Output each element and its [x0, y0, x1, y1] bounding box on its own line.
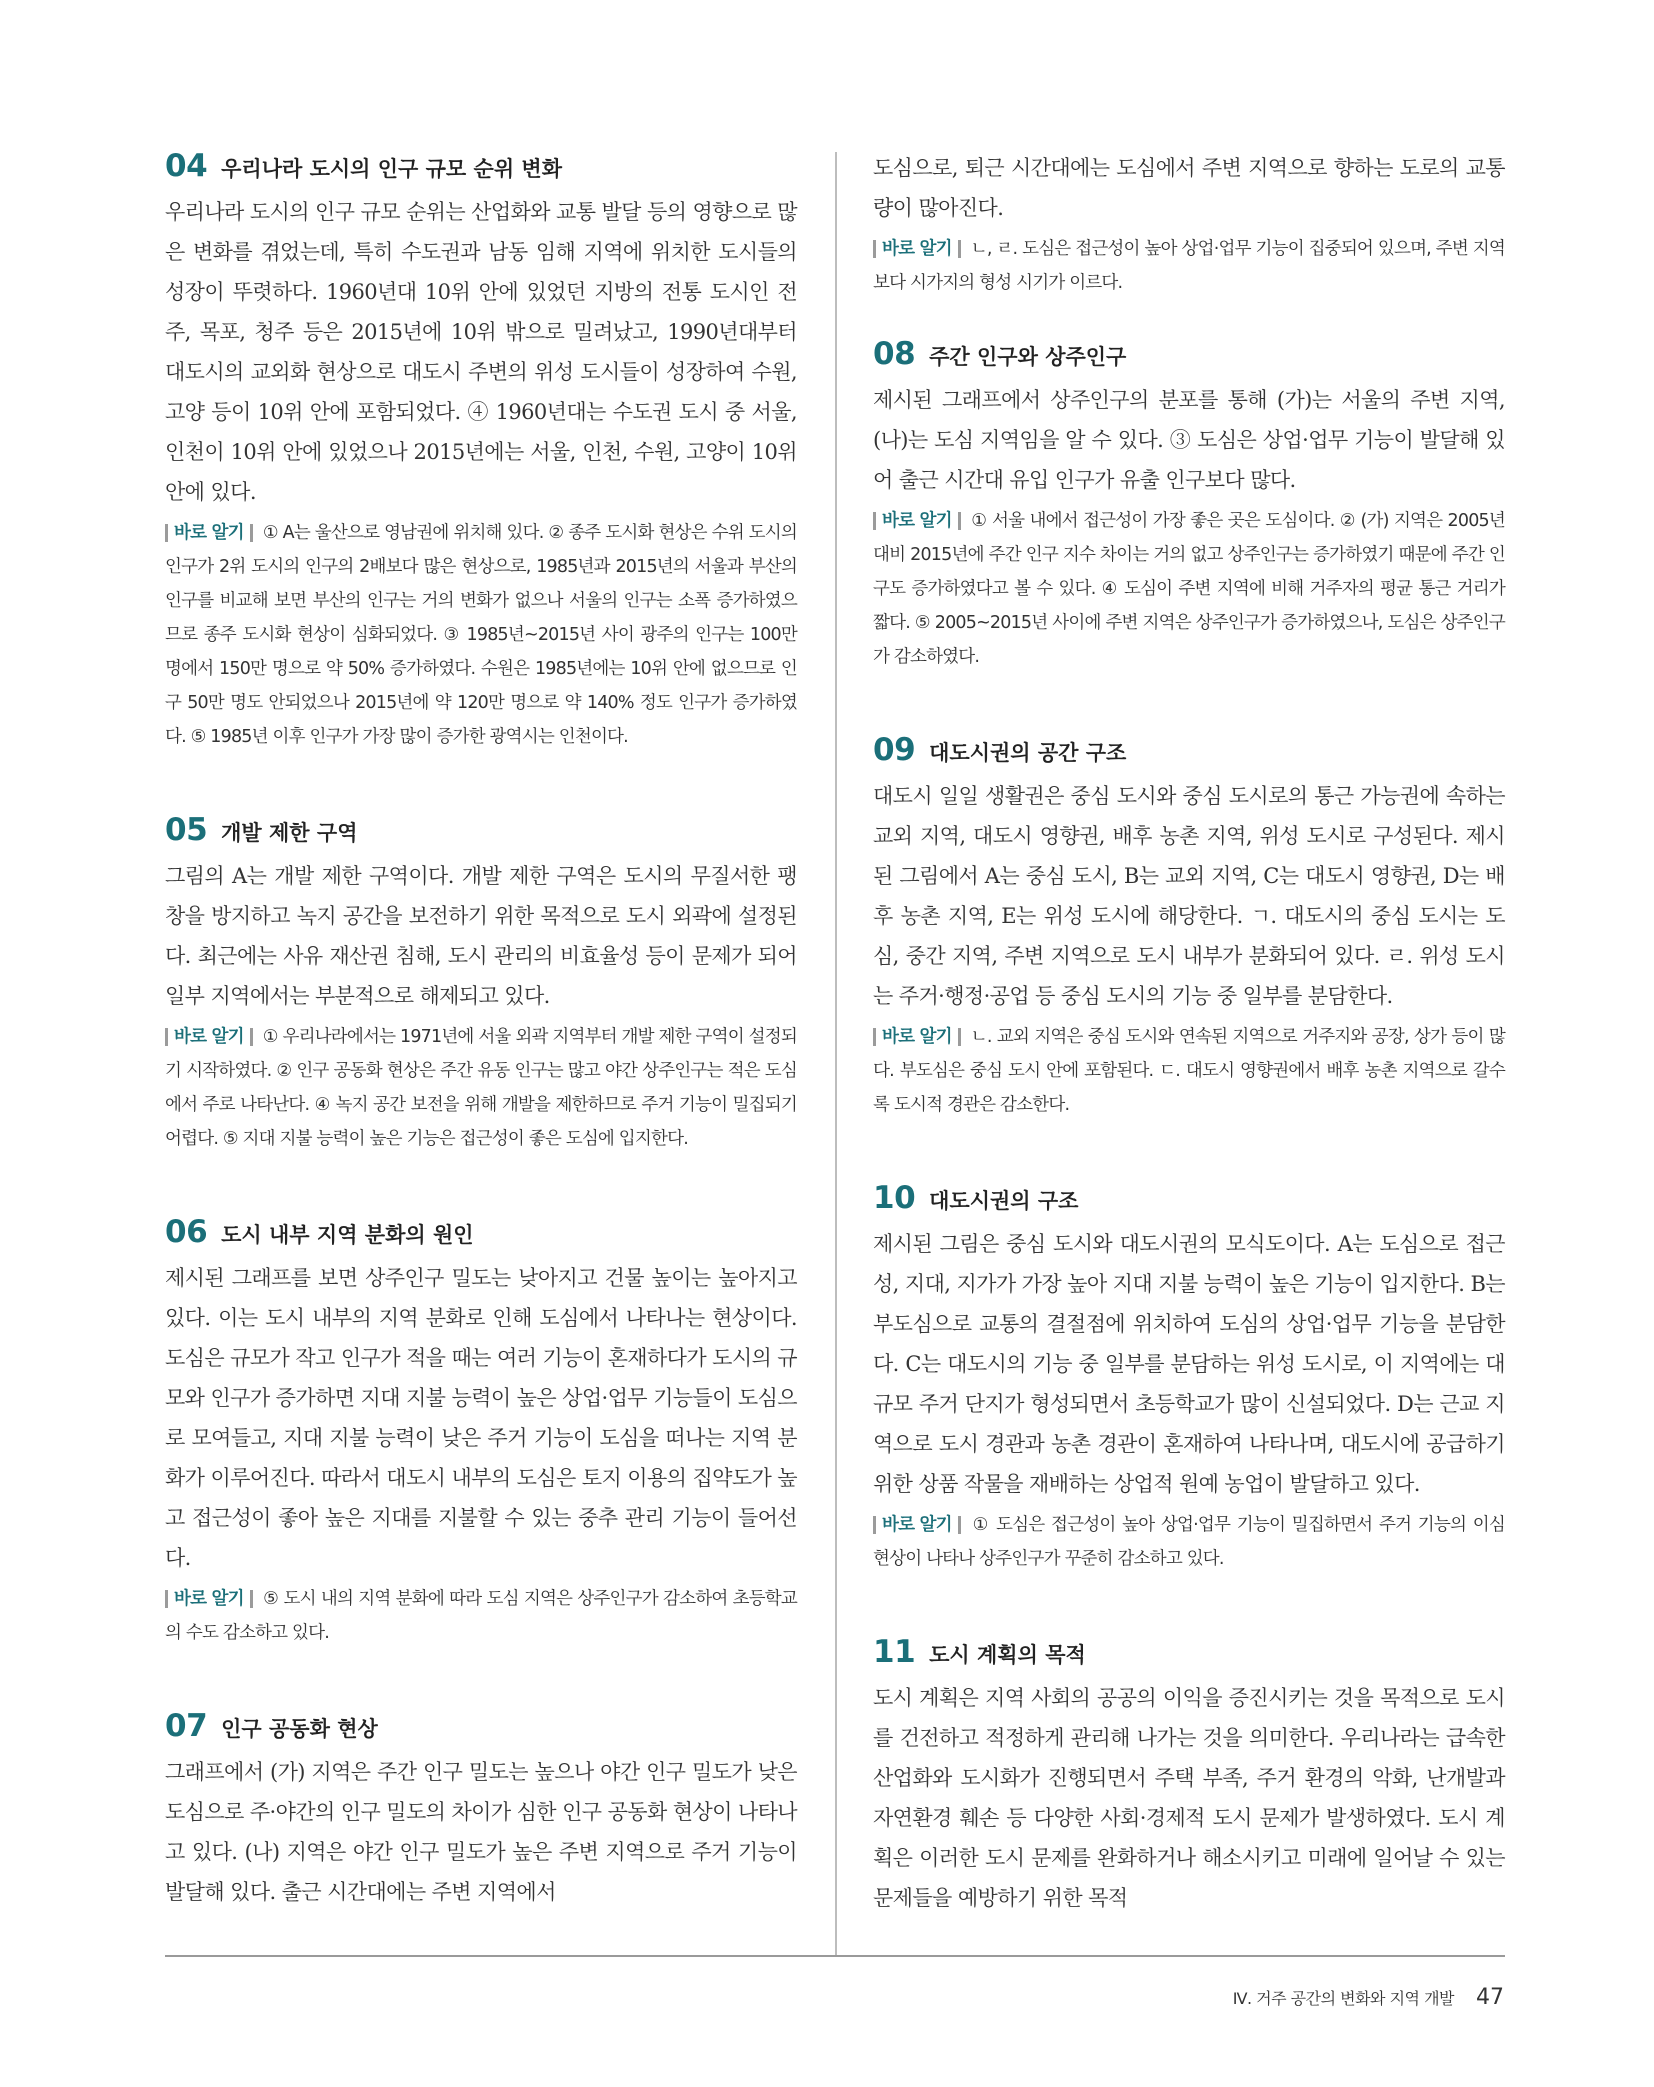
section-body: 우리나라 도시의 인구 규모 순위는 산업화와 교통 발달 등의 영향으로 많은 변화를 겪었는데, 특히 수도권과 남동 임해 지역에 위치한 도시들의 성장이 뚜렷하다. 1960년대 10위 안에 있었던 지방의 전통 도시인 전주, 목포, 청주 등은 2015년에 10위 밖으로 밀려났고, 1990년대부터 대도시의 교외화 현상으로 대도시 주변의 위성 도시들이 성장하여 수원, 고양 등이 10위 안에 포함되었다. ④ 1960년대는 수도권 도시 중 서울, 인천이 10위 안에 있었으나 2015년에는 서울, 인천, 수원, 고양이 10위 안에 있다.: [165, 200, 797, 504]
note-label: 바로 알기: [873, 1516, 961, 1534]
chapter-title: Ⅳ. 거주 공간의 변화와 지역 개발: [1232, 1989, 1454, 2008]
section-number: 08: [873, 336, 916, 372]
column-divider: [835, 152, 837, 1955]
section-title: 인구 공동화 현상: [221, 1717, 378, 1741]
section-number: 10: [873, 1180, 916, 1216]
section-body: 그림의 A는 개발 제한 구역이다. 개발 제한 구역은 도시의 무질서한 팽창을 방지하고 녹지 공간을 보전하기 위한 목적으로 도시 외곽에 설정된다. 최근에는 사유 재산권 침해, 도시 관리의 비효율성 등이 문제가 되어 일부 지역에서는 부분적으로 해제되고 있다.: [165, 864, 797, 1008]
section-05: [165, 812, 797, 1156]
section-title: 주간 인구와 상주인구: [929, 345, 1127, 369]
section-11: [873, 1634, 1505, 1918]
section-04: [165, 148, 797, 754]
note-text: ㄴ. 교외 지역은 중심 도시와 연속된 지역으로 거주지와 공장, 상가 등이 많다. 부도심은 중심 도시 안에 포함된다. ㄷ. 대도시 영향권에서 배후 농촌 지역으로 갈수록 도시적 경관은 감소한다.: [873, 1027, 1505, 1115]
note-label: 바로 알기: [873, 1028, 961, 1046]
section-07: [165, 1708, 797, 1912]
answer-note: [165, 516, 797, 754]
left-column: [165, 148, 797, 1970]
section-heading: [873, 1180, 1505, 1216]
answer-note: [165, 1582, 797, 1650]
section-body: 도심으로, 퇴근 시간대에는 도심에서 주변 지역으로 향하는 도로의 교통량이 많아진다.: [873, 156, 1505, 220]
section-title: 우리나라 도시의 인구 규모 순위 변화: [221, 157, 562, 181]
answer-note: [873, 504, 1505, 674]
section-10: [873, 1180, 1505, 1576]
note-text: ① 도심은 접근성이 높아 상업·업무 기능이 밀집하면서 주거 기능의 이심 현상이 나타나 상주인구가 꾸준히 감소하고 있다.: [873, 1515, 1505, 1569]
note-text: ① 서울 내에서 접근성이 가장 좋은 곳은 도심이다. ② (가) 지역은 2005년 대비 2015년에 주간 인구 지수 차이는 거의 없고 상주인구는 증가하였기 때문에 주간 인구도 증가하였다고 볼 수 있다. ④ 도심이 주변 지역에 비해 거주자의 평균 통근 거리가 짧다. ⑤ 2005~2015년 사이에 주변 지역은 상주인구가 증가하였으나, 도심은 상주인구가 감소하였다.: [873, 511, 1505, 667]
section-06: [165, 1214, 797, 1650]
section-heading: [165, 1214, 797, 1250]
section-08: [873, 336, 1505, 674]
page-number: 47: [1476, 1985, 1504, 2010]
note-text: ㄴ, ㄹ. 도심은 접근성이 높아 상업·업무 기능이 집중되어 있으며, 주변 지역보다 시가지의 형성 시기가 이르다.: [873, 239, 1505, 293]
right-column: [873, 148, 1505, 1976]
answer-note: [873, 232, 1505, 300]
page-footer: [1233, 1985, 1504, 2010]
section-title: 개발 제한 구역: [221, 821, 358, 845]
section-number: 09: [873, 732, 916, 768]
note-label: 바로 알기: [165, 1590, 253, 1608]
section-number: 07: [165, 1708, 208, 1744]
section-heading: [873, 336, 1505, 372]
section-body: 제시된 그래프를 보면 상주인구 밀도는 낮아지고 건물 높이는 높아지고 있다. 이는 도시 내부의 지역 분화로 인해 도심에서 나타나는 현상이다. 도심은 규모가 작고 인구가 적을 때는 여러 기능이 혼재하다가 도시의 규모와 인구가 증가하면 지대 지불 능력이 높은 상업·업무 기능들이 도심으로 모여들고, 지대 지불 능력이 낮은 주거 기능이 도심을 떠나는 지역 분화가 이루어진다. 따라서 대도시 내부의 도심은 토지 이용의 집약도가 높고 접근성이 좋아 높은 지대를 지불할 수 있는 중추 관리 기능이 들어선다.: [165, 1266, 797, 1570]
section-heading: [873, 1634, 1505, 1670]
answer-note: [873, 1020, 1505, 1122]
section-body: 도시 계획은 지역 사회의 공공의 이익을 증진시키는 것을 목적으로 도시를 건전하고 적정하게 관리해 나가는 것을 의미한다. 우리나라는 급속한 산업화와 도시화가 진행되면서 주택 부족, 주거 환경의 악화, 난개발과 자연환경 훼손 등 다양한 사회·경제적 도시 문제가 발생하였다. 도시 계획은 이러한 도시 문제를 완화하거나 해소시키고 미래에 일어날 수 있는 문제들을 예방하기 위한 목적: [873, 1686, 1505, 1910]
note-text: ⑤ 도시 내의 지역 분화에 따라 도심 지역은 상주인구가 감소하여 초등학교의 수도 감소하고 있다.: [165, 1589, 797, 1643]
section-body: 제시된 그래프에서 상주인구의 분포를 통해 (가)는 서울의 주변 지역, (나)는 도심 지역임을 알 수 있다. ③ 도심은 상업·업무 기능이 발달해 있어 출근 시간대 유입 인구가 유출 인구보다 많다.: [873, 388, 1505, 492]
section-number: 05: [165, 812, 208, 848]
footer-rule: [165, 1955, 1505, 1957]
section-title: 대도시권의 공간 구조: [929, 741, 1127, 765]
section-title: 도시 계획의 목적: [929, 1643, 1086, 1667]
section-body: 대도시 일일 생활권은 중심 도시와 중심 도시로의 통근 가능권에 속하는 교외 지역, 대도시 영향권, 배후 농촌 지역, 위성 도시로 구성된다. 제시된 그림에서 A는 중심 도시, B는 교외 지역, C는 대도시 영향권, D는 배후 농촌 지역, E는 위성 도시에 해당한다. ㄱ. 대도시의 중심 도시는 도심, 중간 지역, 주변 지역으로 도시 내부가 분화되어 있다. ㄹ. 위성 도시는 주거·행정·공업 등 중심 도시의 기능 중 일부를 분담한다.: [873, 784, 1505, 1008]
section-heading: [165, 148, 797, 184]
answer-note: [165, 1020, 797, 1156]
note-label: 바로 알기: [165, 1028, 253, 1046]
answer-note: [873, 1508, 1505, 1576]
section-body: 제시된 그림은 중심 도시와 대도시권의 모식도이다. A는 도심으로 접근성, 지대, 지가가 가장 높아 지대 지불 능력이 높은 기능이 입지한다. B는 부도심으로 교통의 결절점에 위치하여 도심의 상업·업무 기능을 분담한다. C는 대도시의 기능 중 일부를 분담하는 위성 도시로, 이 지역에는 대규모 주거 단지가 형성되면서 초등학교가 많이 신설되었다. D는 근교 지역으로 도시 경관과 농촌 경관이 혼재하여 나타나며, 대도시에 공급하기 위한 상품 작물을 재배하는 상업적 원예 농업이 발달하고 있다.: [873, 1232, 1505, 1496]
note-label: 바로 알기: [165, 524, 253, 542]
section-title: 대도시권의 구조: [929, 1189, 1079, 1213]
section-body: 그래프에서 (가) 지역은 주간 인구 밀도는 높으나 야간 인구 밀도가 낮은 도심으로 주·야간의 인구 밀도의 차이가 심한 인구 공동화 현상이 나타나고 있다. (나) 지역은 야간 인구 밀도가 높은 주변 지역으로 주거 기능이 발달해 있다. 출근 시간대에는 주변 지역에서: [165, 1760, 797, 1904]
note-text: ① 우리나라에서는 1971년에 서울 외곽 지역부터 개발 제한 구역이 설정되기 시작하였다. ② 인구 공동화 현상은 주간 유동 인구는 많고 야간 상주인구는 적은 도심에서 주로 나타난다. ④ 녹지 공간 보전을 위해 개발을 제한하므로 주거 기능이 밀집되기 어렵다. ⑤ 지대 지불 능력이 높은 기능은 접근성이 좋은 도심에 입지한다.: [165, 1027, 797, 1149]
note-label: 바로 알기: [873, 512, 961, 530]
section-title: 도시 내부 지역 분화의 원인: [221, 1223, 474, 1247]
section-heading: [165, 1708, 797, 1744]
section-number: 04: [165, 148, 208, 184]
section-09: [873, 732, 1505, 1122]
section-heading: [165, 812, 797, 848]
section-number: 06: [165, 1214, 208, 1250]
section-07-continued: [873, 148, 1505, 300]
note-label: 바로 알기: [873, 240, 961, 258]
note-text: ① A는 울산으로 영남권에 위치해 있다. ② 종주 도시화 현상은 수위 도시의 인구가 2위 도시의 인구의 2배보다 많은 현상으로, 1985년과 2015년의 서울과 부산의 인구를 비교해 보면 부산의 인구는 거의 변화가 없으나 서울의 인구는 소폭 증가하였으므로 종주 도시화 현상이 심화되었다. ③ 1985년~2015년 사이 광주의 인구는 100만 명에서 150만 명으로 약 50% 증가하였다. 수원은 1985년에는 10위 안에 없으므로 인구 50만 명도 안되었으나 2015년에 약 120만 명으로 약 140% 정도 인구가 증가하였다. ⑤ 1985년 이후 인구가 가장 많이 증가한 광역시는 인천이다.: [165, 523, 797, 747]
section-heading: [873, 732, 1505, 768]
section-number: 11: [873, 1634, 916, 1670]
